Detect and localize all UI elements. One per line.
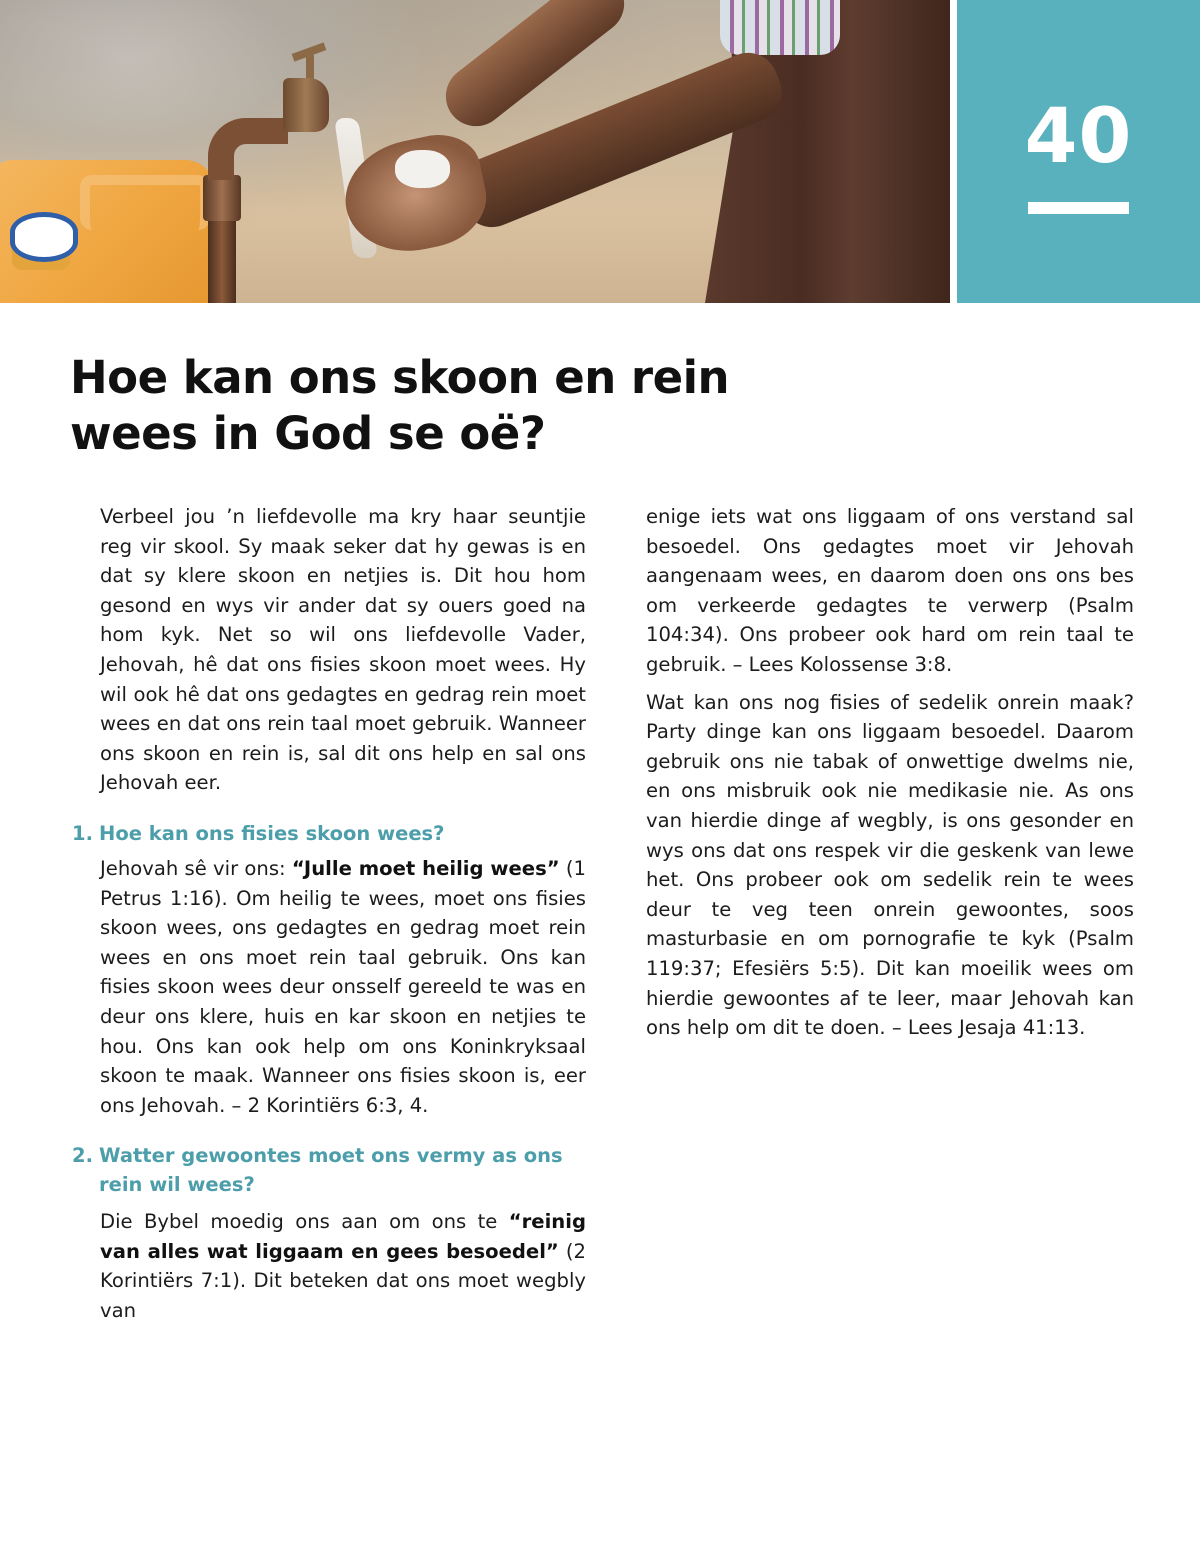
question-heading-2 [72, 1141, 572, 1199]
jerrycan-handle [80, 175, 210, 230]
answer-block-1 [100, 854, 586, 1120]
scripture-quote: “reinig van alles wat liggaam en gees besoedel” [100, 1210, 586, 1263]
answer-paragraph [100, 1207, 586, 1325]
lesson-number: 40 [1024, 91, 1133, 180]
page-title-line-2: wees in God se oë? [70, 407, 546, 460]
answer-block-2 [100, 1207, 586, 1325]
pipe-elbow [208, 118, 288, 180]
page-title [70, 350, 770, 462]
question-heading-1 [72, 819, 592, 848]
intro-paragraph: Verbeel jou ’n liefdevolle ma kry haar seuntjie reg vir skool. Sy maak seker dat hy gewas is en dat sy klere skoon en netjies is. Dit hou hom gesond en wys vir ander dat sy ouers goed na hom kyk. Net so wil ons liefdevolle Vader, Jehovah, hê dat ons fisies skoon moet wees. Hy wil ook hê dat ons gedagtes en gedrag rein moet wees en dat ons rein taal moet gebruik. Wanneer ons skoon en rein is, sal dit ons help en sal ons Jehovah eer. [100, 505, 586, 795]
plaid-sleeve [720, 0, 840, 55]
water-tap [283, 78, 329, 132]
question-text: Watter gewoontes moet ons vermy as ons rein wil wees? [99, 1144, 563, 1196]
page-title-line-1: Hoe kan ons skoon en rein [70, 351, 730, 404]
continuation-paragraph-1: enige iets wat ons liggaam of ons verstand sal besoedel. Ons gedagtes moet vir Jehovah aangenaam wees, en daarom doen ons ons bes om verkeerde gedagtes te verwerp (Psalm 104:34). Ons probeer ook hard om rein taal te gebruik. – Lees Kolossense 3:8. [646, 505, 1134, 676]
pipe-joint [203, 175, 241, 221]
scripture-quote: “Julle moet heilig wees” [291, 857, 560, 880]
jerrycan-cap [10, 212, 78, 262]
intro-paragraph-block [100, 502, 586, 798]
answer-text-lead: Die Bybel moedig ons aan om ons te [100, 1210, 509, 1233]
question-text: Hoe kan ons fisies skoon wees? [99, 822, 445, 845]
hero-photo [0, 0, 950, 303]
answer-text-rest: (2 Korintiërs 7:1). Dit beteken dat ons moet wegbly van [100, 1239, 586, 1322]
answer-text-rest: (1 Petrus 1:16). Om heilig te wees, moet ons fisies skoon wees, ons gedagtes en gedrag moet rein wees en ons moet rein taal gebruik. Ons kan fisies skoon wees deur onsself gereeld te was en deur ons klere, huis en kar skoon en netjies te hou. Ons kan ook help om ons Koninkryksaal skoon te maak. Wanneer ons fisies skoon is, eer ons Jehovah. – 2 Korintiërs 6:3, 4. [100, 857, 587, 1117]
continuation-paragraph-2: Wat kan ons nog fisies of sedelik onrein maak? Party dinge kan ons liggaam besoedel. Daarom gebruik ons nie tabak of onwettige dwelms nie, en ons misbruik ook nie medikasie nie. As ons van hierdie dinge af wegbly, is ons gesonder en wys ons dat ons respek vir die geskenk van lewe het. Ons probeer ook om sedelik rein te wees deur te veg teen onrein gewoontes, soos masturbasie en om pornografie te kyk (Psalm 119:37; Efesiërs 5:5). Dit kan moeilik wees om hierdie gewoontes af te leer, maar Jehovah kan ons help om dit te doen. – Lees Jesaja 41:13. [646, 690, 1134, 1040]
question-number: 1. [72, 822, 93, 845]
answer-paragraph [100, 854, 586, 1120]
lesson-number-underline [1028, 202, 1129, 214]
question-number: 2. [72, 1144, 93, 1167]
answer-block-2-continued [646, 502, 1134, 1043]
answer-text-lead: Jehovah sê vir ons: [100, 857, 292, 880]
soap-bar [395, 150, 450, 188]
lesson-number-badge [957, 0, 1200, 303]
